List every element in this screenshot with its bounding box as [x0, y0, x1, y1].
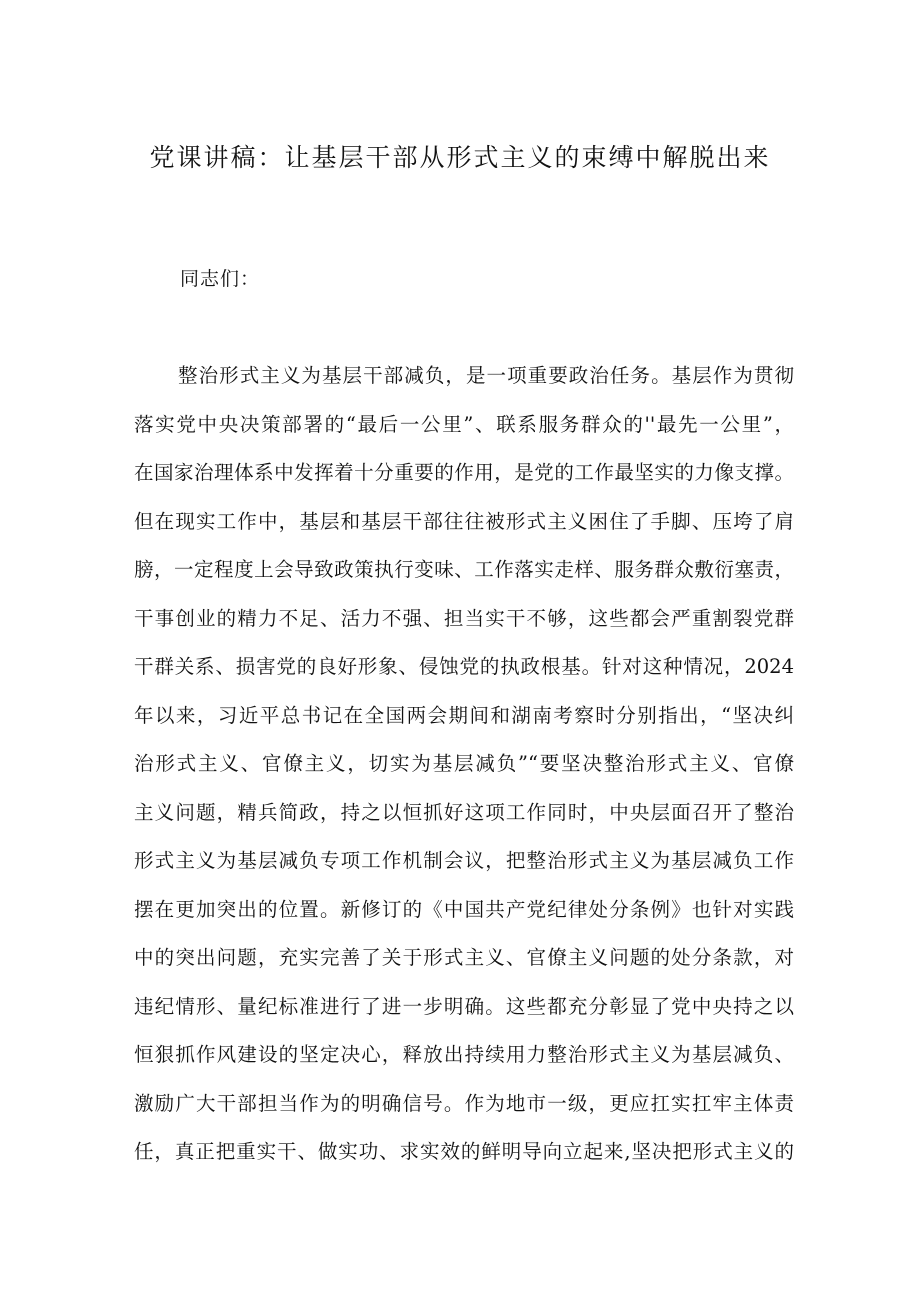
body-line: 中的突出问题，充实完善了关于形式主义、官僚主义问题的处分条款，对 [134, 946, 794, 969]
body-line: 在国家治理体系中发挥着十分重要的作用，是党的工作最坚实的力像支撑。 [134, 461, 794, 484]
body-line: 干群关系、损害党的良好形象、侵蚀党的执政根基。针对这种情况，2024 [134, 655, 794, 678]
body-line: 违纪情形、量纪标准进行了进一步明确。这些都充分彰显了党中央持之以 [134, 994, 794, 1018]
body-line: 治形式主义、官僚主义，切实为基层减负”“要坚决整治形式主义、官僚 [134, 752, 794, 775]
body-line: 形式主义为基层减负专项工作机制会议，把整治形式主义为基层减负工作 [134, 849, 794, 872]
body-line: 膀，一定程度上会导致政策执行变味、工作落实走样、服务群众敷衍塞责， [134, 558, 794, 581]
body-line: 年以来，习近平总书记在全国两会期间和湖南考察时分别指出，“坚决纠 [134, 703, 794, 727]
body-paragraph [134, 352, 794, 1177]
body-line: 恒狠抓作风建设的坚定决心，释放出持续用力整治形式主义为基层减负、 [134, 1043, 794, 1066]
document-title: 党课讲稿：让基层干部从形式主义的束缚中解脱出来 [149, 143, 771, 172]
body-line: 但在现实工作中，基层和基层干部往往被形式主义困住了手脚、压垮了肩 [134, 509, 794, 533]
body-line: 落实党中央决策部署的“最后一公里”、联系服务群众的''最先一公里”， [134, 412, 794, 436]
body-line: 干事创业的精力不足、活力不强、担当实干不够，这些都会严重割裂党群 [134, 606, 794, 630]
body-line: 摆在更加突出的位置。新修订的《中国共产党纪律处分条例》也针对实践 [134, 897, 794, 921]
body-line: 整治形式主义为基层干部减负，是一项重要政治任务。基层作为贯彻 [178, 364, 794, 387]
body-line: 激励广大干部担当作为的明确信号。作为地市一级，更应扛实扛牢主体责 [134, 1091, 794, 1115]
body-line: 主义问题，精兵简政，持之以恒抓好这项工作同时，中央层面召开了整治 [134, 800, 794, 824]
body-line: 任，真正把重实干、做实功、求实效的鲜明导向立起来,坚决把形式主义的 [134, 1140, 794, 1163]
salutation: 同志们： [180, 268, 261, 290]
